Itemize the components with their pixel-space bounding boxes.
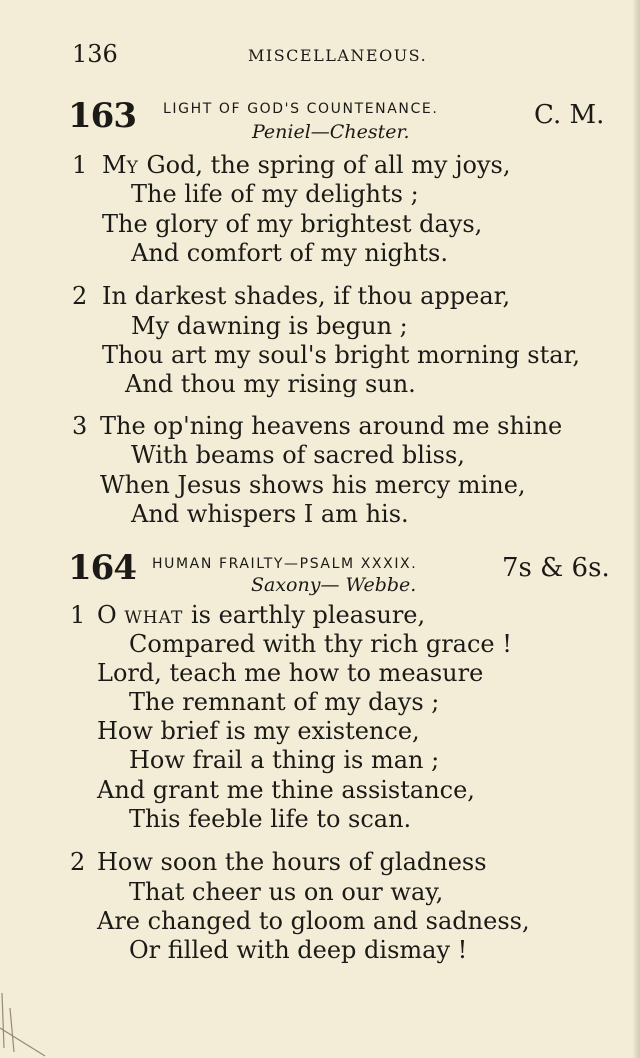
verse-line: And comfort of my nights. [131, 239, 448, 267]
hymn-meter: C. M. [534, 100, 605, 130]
verse-line: The life of my delights ; [131, 180, 419, 208]
hymn-number: 163 [68, 96, 136, 136]
verse-number: 1 [70, 601, 86, 629]
verse-line: The glory of my brightest days, [102, 210, 483, 238]
hymn-tunes: Peniel—Chester. [252, 121, 410, 143]
page-number: 136 [72, 40, 118, 68]
verse-line: Or filled with deep dismay ! [129, 936, 468, 964]
verse-number: 2 [70, 848, 86, 876]
verse-number: 3 [72, 412, 88, 440]
verse-line: And thou my rising sun. [125, 370, 416, 398]
verse-line: In darkest shades, if thou appear, [102, 282, 511, 310]
verse-line: That cheer us on our way, [129, 878, 444, 906]
verse-line: And grant me thine assistance, [97, 776, 475, 804]
verse-line: With beams of sacred bliss, [131, 441, 465, 469]
hymn-number: 164 [68, 548, 136, 588]
verse-line: Are changed to gloom and sadness, [97, 907, 530, 935]
verse-line: O WHAT is earthly pleasure, [97, 601, 426, 629]
hymn-title: HUMAN FRAILTY—PSALM XXXIX. [152, 556, 418, 572]
section-title: MISCELLANEOUS. [248, 46, 428, 65]
page-edge-shadow [632, 0, 640, 1058]
verse-line: How frail a thing is man ; [129, 746, 440, 774]
verse-line: And whispers I am his. [131, 500, 409, 528]
verse-line: The remnant of my days ; [129, 688, 440, 716]
verse-line: When Jesus shows his mercy mine, [100, 471, 526, 499]
verse-line: Thou art my soul's bright morning star, [102, 341, 581, 369]
verse-number: 2 [72, 282, 88, 310]
verse-number: 1 [72, 151, 88, 179]
running-head [0, 40, 640, 70]
hymn-title: LIGHT OF GOD'S COUNTENANCE. [163, 101, 439, 117]
verse-line: MY God, the spring of all my joys, [102, 151, 511, 179]
verse-line: This feeble life to scan. [129, 805, 412, 833]
page-corner-marks [0, 988, 50, 1058]
verse-line: Compared with thy rich grace ! [129, 630, 512, 658]
verse-line: How brief is my existence, [97, 717, 420, 745]
hymn-tunes: Saxony— Webbe. [251, 574, 417, 596]
hymn-meter: 7s & 6s. [502, 553, 610, 583]
verse-line: How soon the hours of gladness [97, 848, 487, 876]
verse-line: The op'ning heavens around me shine [100, 412, 563, 440]
verse-line: My dawning is begun ; [131, 312, 408, 340]
verse-line: Lord, teach me how to measure [97, 659, 484, 687]
